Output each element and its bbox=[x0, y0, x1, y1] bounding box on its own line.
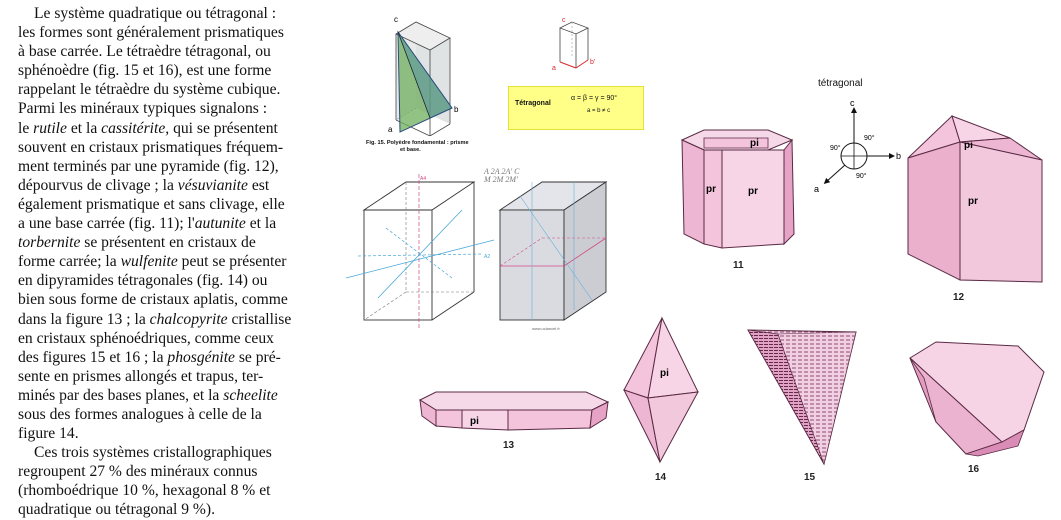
face-label: pi bbox=[470, 416, 479, 427]
crystal-fig-15 bbox=[744, 322, 862, 466]
tetragonal-axes bbox=[806, 96, 910, 196]
paragraph-systems bbox=[18, 4, 330, 443]
axis-b-label: b bbox=[896, 151, 902, 161]
text-line: sous des formes analogues à celle de la bbox=[18, 405, 262, 423]
axis-label: A4 bbox=[420, 176, 427, 182]
face-label: pr bbox=[968, 196, 978, 207]
text-line: dans la figure 13 ; la chalcopyrite cristallise bbox=[18, 310, 292, 328]
mineral-name: rutile bbox=[33, 119, 67, 137]
angle-label: 90° bbox=[864, 135, 875, 142]
mineral-name: vésuvianite bbox=[177, 176, 248, 194]
figure-number: 16 bbox=[968, 464, 980, 475]
angle-label: 90° bbox=[830, 145, 841, 152]
prism-label: b' bbox=[590, 59, 596, 66]
text-line: ment terminés par une pyramide (fig. 12), bbox=[18, 157, 279, 175]
figure-number: 14 bbox=[655, 472, 667, 483]
text-line: sente en prismes allongés et trapus, ter- bbox=[18, 367, 264, 385]
text-line: des figures 15 et 16 ; la phosgénite se pré- bbox=[18, 348, 281, 366]
unit-prism-diagram bbox=[546, 16, 600, 72]
system-name: Tétragonal bbox=[515, 100, 551, 107]
vertex-label: a bbox=[388, 125, 393, 134]
crystal-fig-12 bbox=[900, 112, 1050, 290]
text-line: Parmi les minéraux typiques signalons : bbox=[18, 100, 268, 118]
text-line: dépourvus de clivage ; la vésuvianite est bbox=[18, 176, 270, 194]
axis-equation: a = b ≠ c bbox=[587, 108, 611, 114]
text-line: minés par des bases planes, et la scheelite bbox=[18, 386, 278, 404]
text-line: en dipyramides tétragonales (fig. 14) ou bbox=[18, 272, 268, 290]
mineral-name: cassitérite bbox=[101, 119, 166, 137]
text-line: souvent en cristaux prismatiques fréquem- bbox=[18, 138, 284, 156]
crystal-fig-11 bbox=[676, 126, 802, 254]
face-label: pi bbox=[660, 368, 669, 379]
figure-number: 15 bbox=[804, 472, 816, 483]
mineral-name: torbernite bbox=[18, 234, 81, 252]
text-line: les formes sont généralement prismatiques bbox=[18, 24, 284, 42]
text-line: sphénoèdre (fig. 15 et 16), est une forme bbox=[18, 62, 272, 80]
face-label: pi bbox=[964, 140, 973, 151]
angle-label: 90° bbox=[856, 173, 867, 180]
text-line: torbernite se présentent en cristaux de bbox=[18, 234, 256, 252]
figure-number: 12 bbox=[953, 292, 965, 303]
axis-a-label: a bbox=[814, 184, 820, 194]
paragraph-statistics bbox=[18, 443, 330, 519]
text-line: quadratique ou tétragonal 9 %). bbox=[18, 501, 216, 519]
text-line: figure 14. bbox=[18, 425, 79, 443]
fig15-prism-tetrahedron bbox=[368, 8, 468, 136]
text-line: en cristaux sphénoédriques, comme ceux bbox=[18, 329, 274, 347]
symmetry-notation: A 2A 2A' C M 2M 2M' bbox=[484, 167, 520, 184]
tetragonal-title: tétragonal bbox=[818, 78, 863, 89]
text-line: a une base carrée (fig. 11); l'autunite et la bbox=[18, 215, 277, 233]
text-line: regroupent 27 % des minéraux connus bbox=[18, 463, 258, 481]
axis-c-label: c bbox=[850, 98, 855, 108]
angle-equation: α = β = γ = 90° bbox=[571, 95, 618, 102]
mineral-name: wulfenite bbox=[120, 253, 178, 271]
fig15-caption: Fig. 15. Polyèdre fondamental : prisme et base. bbox=[366, 140, 469, 153]
face-label: pr bbox=[706, 184, 716, 195]
text-line: Ces trois systèmes cristallographiques bbox=[34, 444, 272, 462]
text-line: forme carrée; la wulfenite peut se présenter bbox=[18, 253, 287, 271]
text-line: bien sous forme de cristaux aplatis, comme bbox=[18, 291, 288, 309]
prism-label: a bbox=[552, 65, 556, 72]
lattice-parameters-box bbox=[508, 86, 644, 130]
crystal-fig-16 bbox=[906, 338, 1050, 458]
mineral-name: chalcopyrite bbox=[149, 310, 228, 328]
face-label: pi bbox=[750, 138, 759, 149]
text-line: (rhomboédrique 10 %, hexagonal 8 % et bbox=[18, 482, 271, 500]
text-line: rappelant le tétraèdre du système cubique. bbox=[18, 81, 281, 99]
crystal-fig-13 bbox=[416, 388, 612, 434]
mineral-name: autunite bbox=[194, 215, 246, 233]
symmetry-axes-diagram bbox=[344, 167, 626, 330]
text-line: à base carrée. Le tétraèdre tétragonal, ou bbox=[18, 43, 271, 61]
crystal-fig-14 bbox=[620, 314, 702, 464]
text-line: également prismatique et sans clivage, elle bbox=[18, 195, 285, 213]
body-text bbox=[18, 4, 330, 520]
figure-number: 13 bbox=[503, 440, 515, 451]
mineral-name: phosgénite bbox=[167, 348, 235, 366]
axis-label: A2 bbox=[484, 254, 491, 260]
mineral-name: scheelite bbox=[223, 386, 278, 404]
watermark: www.uclancel.fr bbox=[532, 326, 560, 330]
figure-number: 11 bbox=[733, 260, 744, 271]
face-label: pr bbox=[748, 186, 758, 197]
text-line: Le système quadratique ou tétragonal : bbox=[34, 5, 277, 22]
vertex-label: b bbox=[454, 105, 459, 114]
prism-label: c bbox=[562, 17, 566, 24]
text-line: le rutile et la cassitérite, qui se présentent bbox=[18, 119, 278, 137]
vertex-label: c bbox=[394, 15, 398, 24]
